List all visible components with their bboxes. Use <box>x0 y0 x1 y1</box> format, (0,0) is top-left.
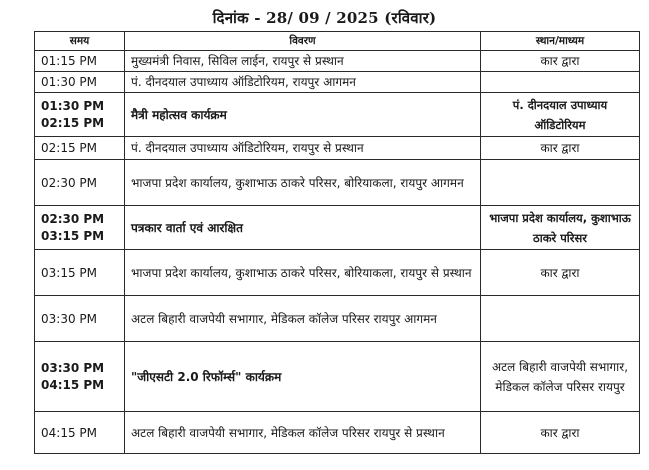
row-time-end: 04:15 PM <box>41 377 105 392</box>
row-place: पं. दीनदयाल उपाध्याय ऑडिटोरियम <box>481 93 640 137</box>
row-description: अटल बिहारी वाजपेयी सभागार, मेडिकल कॉलेज परिसर रायपुर आगमन <box>125 296 481 342</box>
row-description: मैत्री महोत्सव कार्यक्रम <box>125 93 481 137</box>
row-description: "जीएसटी 2.0 रिफॉर्म्स" कार्यक्रम <box>125 342 481 412</box>
row-time: 02:15 PM <box>35 137 125 160</box>
table-row <box>35 137 640 160</box>
row-description: भाजपा प्रदेश कार्यालय, कुशाभाऊ ठाकरे परिसर, बोरियाकला, रायपुर से प्रस्थान <box>125 250 481 296</box>
column-header-place: स्थान/माध्यम <box>481 32 640 51</box>
row-time: 04:15 PM <box>35 412 125 454</box>
row-time-end: 03:15 PM <box>41 228 105 243</box>
column-header-description: विवरण <box>125 32 481 51</box>
row-description: पं. दीनदयाल उपाध्याय ऑडिटोरियम, रायपुर आगमन <box>125 72 481 93</box>
row-description: मुख्यमंत्री निवास, सिविल लाईन, रायपुर से प्रस्थान <box>125 51 481 72</box>
row-description: अटल बिहारी वाजपेयी सभागार, मेडिकल कॉलेज परिसर रायपुर से प्रस्थान <box>125 412 481 454</box>
row-description: भाजपा प्रदेश कार्यालय, कुशाभाऊ ठाकरे परिसर, बोरियाकला, रायपुर आगमन <box>125 160 481 206</box>
table-row <box>35 93 640 137</box>
row-time-start: 02:30 PM <box>41 211 105 226</box>
table-row <box>35 342 640 412</box>
row-time: 02:30 PM <box>35 160 125 206</box>
row-place <box>481 160 640 206</box>
document-date-heading: दिनांक - 28/ 09 / 2025 (रविवार) <box>212 9 437 27</box>
row-time-range <box>35 206 125 250</box>
row-time-start: 01:30 PM <box>41 98 105 113</box>
row-time-end: 02:15 PM <box>41 115 105 130</box>
column-header-time: समय <box>35 32 125 51</box>
row-time: 01:15 PM <box>35 51 125 72</box>
table-row <box>35 160 640 206</box>
row-description: पं. दीनदयाल उपाध्याय ऑडिटोरियम, रायपुर से प्रस्थान <box>125 137 481 160</box>
row-time-start: 03:30 PM <box>41 360 105 375</box>
row-time-range <box>35 342 125 412</box>
row-place: कार द्वारा <box>481 250 640 296</box>
row-place <box>481 296 640 342</box>
row-place: कार द्वारा <box>481 51 640 72</box>
row-place: भाजपा प्रदेश कार्यालय, कुशाभाऊ ठाकरे परिसर <box>481 206 640 250</box>
row-place: अटल बिहारी वाजपेयी सभागार, मेडिकल कॉलेज परिसर रायपुर <box>481 342 640 412</box>
row-description: पत्रकार वार्ता एवं आरक्षित <box>125 206 481 250</box>
table-row <box>35 412 640 454</box>
table-row <box>35 296 640 342</box>
row-place: कार द्वारा <box>481 137 640 160</box>
table-row <box>35 51 640 72</box>
row-time: 03:30 PM <box>35 296 125 342</box>
row-time-range <box>35 93 125 137</box>
schedule-table <box>34 31 640 454</box>
row-time: 03:15 PM <box>35 250 125 296</box>
table-row <box>35 206 640 250</box>
table-row <box>35 72 640 93</box>
row-place <box>481 72 640 93</box>
row-time: 01:30 PM <box>35 72 125 93</box>
row-place: कार द्वारा <box>481 412 640 454</box>
table-row <box>35 250 640 296</box>
table-header-row <box>35 32 640 51</box>
